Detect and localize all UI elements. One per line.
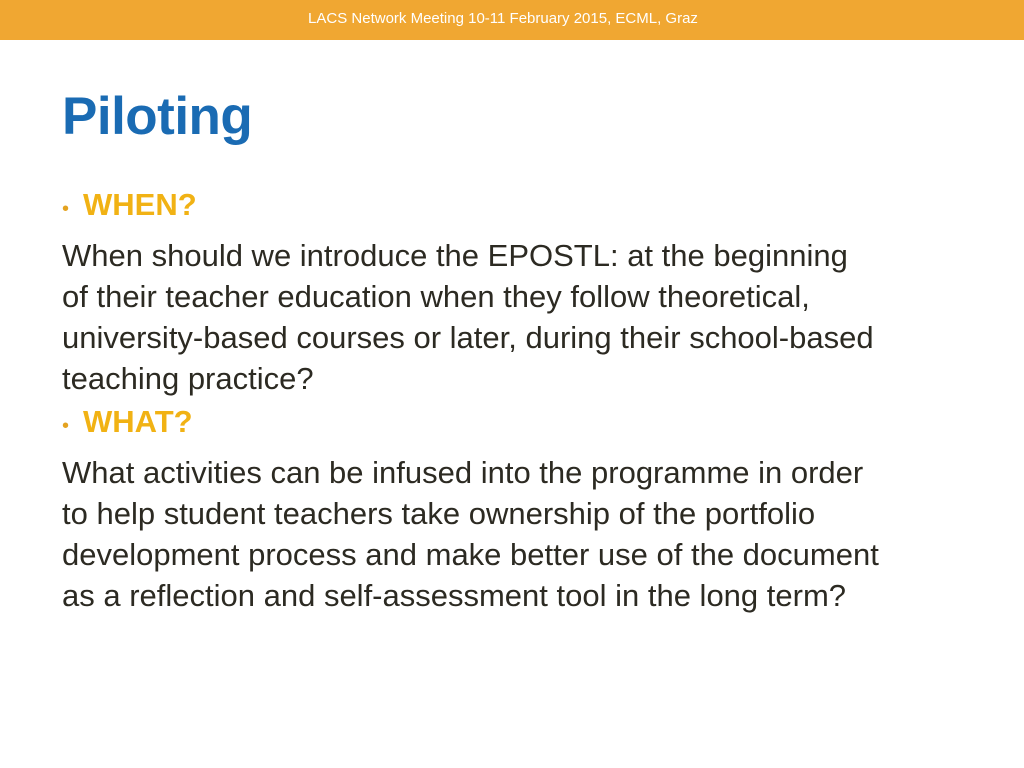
paragraph-when: When should we introduce the EPOSTL: at the beginning of their teacher education when they follow theoretical, university-based courses or later, during their school-based teaching practice? <box>62 238 874 396</box>
bullet-heading-when: WHEN? <box>83 187 197 222</box>
bullet-when <box>62 184 992 225</box>
header-bar <box>0 0 1024 40</box>
slide-title: Piloting <box>62 87 253 146</box>
bullet-dot-icon: • <box>62 415 70 437</box>
bullet-what <box>62 401 992 442</box>
bullet-dot-icon: • <box>62 198 70 220</box>
paragraph-what: What activities can be infused into the programme in order to help student teachers take ownership of the portfolio development process and make better use of the document as a reflection and self-assessment tool in the long term? <box>62 455 879 613</box>
bullet-heading-what: WHAT? <box>83 404 193 439</box>
header-text: LACS Network Meeting 10-11 February 2015, ECML, Graz <box>308 10 698 27</box>
slide-content <box>62 184 992 618</box>
